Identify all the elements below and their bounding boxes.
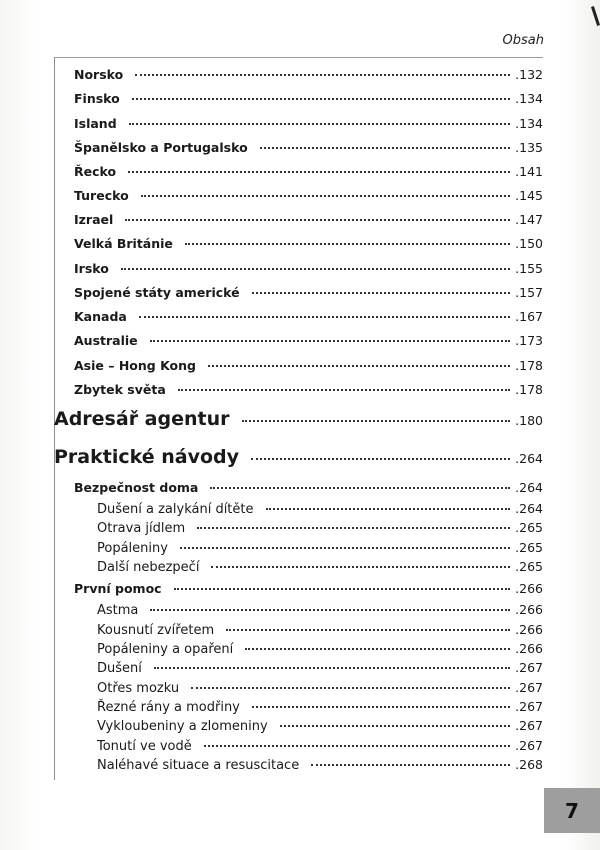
toc-entry-page: .173 — [515, 333, 543, 349]
toc-subitem-page: .266 — [515, 640, 543, 656]
toc-section-page: .180 — [515, 413, 543, 429]
toc-subitem-label: Vykloubeniny a zlomeniny — [97, 718, 268, 734]
toc-entry-page: .132 — [515, 67, 543, 83]
dot-leader — [150, 597, 510, 611]
toc-subitem-label: Tonutí ve vodě — [97, 738, 192, 754]
dot-leader — [135, 63, 510, 76]
toc-subitem-label: Astma — [97, 602, 139, 618]
toc-entry[interactable] — [74, 332, 543, 348]
toc-entry-page: .134 — [515, 91, 543, 107]
dot-leader — [208, 354, 510, 367]
dot-leader — [252, 281, 511, 294]
toc-entry-label: Řecko — [74, 164, 117, 180]
toc-subitem-page: .267 — [515, 659, 543, 675]
toc-entry-page: .150 — [515, 236, 543, 252]
toc-entry-page: .178 — [515, 382, 543, 398]
toc-entry-page: .178 — [515, 358, 543, 374]
dot-leader — [245, 636, 510, 650]
toc-entry-page: .167 — [515, 309, 543, 325]
toc-subitem-page: .264 — [515, 500, 543, 516]
toc-section-label: Praktické návody — [54, 446, 240, 469]
toc-subitem-page: .268 — [515, 756, 543, 772]
toc-entry-label: Irsko — [74, 261, 109, 277]
dot-leader — [204, 733, 510, 747]
toc-entry[interactable] — [74, 66, 543, 82]
toc-subitem-page: .267 — [515, 717, 543, 733]
running-header-title: Obsah — [502, 33, 544, 48]
toc-entry-label: Asie – Hong Kong — [74, 358, 196, 374]
toc-entry-page: .141 — [515, 164, 543, 180]
toc-subsection-page: .264 — [515, 480, 543, 496]
toc-entry[interactable] — [74, 260, 543, 276]
toc-entry-label: Spojené státy americké — [74, 285, 240, 301]
toc-subitem-label: Otrava jídlem — [97, 520, 186, 536]
toc-subitem-label: Naléhavé situace a resuscitace — [97, 757, 300, 773]
toc-subitem-page: .267 — [515, 698, 543, 714]
toc-entry[interactable] — [74, 308, 543, 324]
dot-leader — [191, 675, 510, 689]
page-number-badge: 7 — [544, 788, 600, 833]
dot-leader — [226, 617, 510, 631]
dot-leader — [260, 136, 511, 149]
toc-entry-label: Australie — [74, 333, 138, 349]
toc-entry-label: Izrael — [74, 212, 114, 228]
toc-entry-page: .147 — [515, 212, 543, 228]
toc-subitem-label: Kousnutí zvířetem — [97, 622, 215, 638]
toc-entry[interactable] — [74, 163, 543, 179]
toc-entry[interactable] — [74, 211, 543, 227]
toc-subitem[interactable] — [97, 716, 543, 734]
toc-subitem-label: Dušení a zalykání dítěte — [97, 501, 254, 517]
dot-leader — [311, 752, 510, 766]
toc-subitem[interactable] — [97, 557, 543, 575]
toc-subitem-page: .267 — [515, 679, 543, 695]
dot-leader — [211, 554, 510, 568]
toc-section[interactable] — [54, 444, 543, 468]
dot-leader — [139, 305, 510, 318]
toc-entry-label: Kanada — [74, 309, 127, 325]
toc-section-label: Adresář agentur — [54, 408, 230, 431]
dot-leader — [150, 329, 511, 342]
toc-entry-label: Island — [74, 116, 117, 132]
toc-entry-page: .135 — [515, 140, 543, 156]
toc-entry-label: Finsko — [74, 91, 120, 107]
toc-entry[interactable] — [74, 284, 543, 300]
dot-leader — [141, 184, 510, 197]
dot-leader — [197, 515, 510, 529]
toc-section-page: .264 — [515, 451, 543, 467]
dot-leader — [132, 87, 510, 100]
dot-leader — [280, 713, 510, 727]
dot-leader — [210, 476, 510, 489]
dot-leader — [154, 655, 510, 669]
toc-subitem-label: Řezné rány a modřiny — [97, 699, 240, 715]
dot-leader — [128, 160, 510, 173]
dot-leader — [242, 403, 511, 422]
toc-entry[interactable] — [74, 187, 543, 203]
dot-leader — [125, 208, 510, 221]
dot-leader — [121, 257, 510, 270]
toc-subitem[interactable] — [97, 600, 543, 618]
dot-leader — [174, 577, 511, 590]
dot-leader — [251, 441, 510, 460]
toc-entry[interactable] — [74, 235, 543, 251]
toc-subitem-label: Popáleniny a opaření — [97, 641, 234, 657]
toc-entry[interactable] — [74, 115, 543, 131]
dot-leader — [185, 232, 510, 245]
dot-leader — [178, 378, 510, 391]
toc-entry[interactable] — [74, 90, 543, 106]
dot-leader — [129, 112, 510, 125]
toc-subitem[interactable] — [97, 755, 543, 773]
toc-subitem-label: Popáleniny — [97, 540, 168, 556]
toc-entry-label: Turecko — [74, 188, 129, 204]
toc-subitem-page: .265 — [515, 519, 543, 535]
toc-entry-label: Španělsko a Portugalsko — [74, 140, 248, 156]
toc-entry-page: .145 — [515, 188, 543, 204]
toc-subitem-page: .267 — [515, 737, 543, 753]
toc-subitem-label: Další nebezpečí — [97, 559, 200, 575]
header-rule — [54, 57, 543, 58]
toc-entry-label: Norsko — [74, 67, 124, 83]
toc-subitem[interactable] — [97, 658, 543, 676]
toc-subitem[interactable] — [97, 518, 543, 536]
toc-entry-label: Zbytek světa — [74, 382, 166, 398]
toc-subitem-page: .266 — [515, 601, 543, 617]
toc-subsection[interactable] — [74, 580, 543, 596]
dot-leader — [252, 694, 510, 708]
toc-section[interactable] — [54, 406, 543, 430]
dot-leader — [266, 496, 511, 510]
toc-entry-page: .155 — [515, 261, 543, 277]
toc-entry-page: .134 — [515, 116, 543, 132]
toc-subitem-label: Otřes mozku — [97, 680, 180, 696]
toc-subsection-label: První pomoc — [74, 581, 162, 597]
toc-subitem-label: Dušení — [97, 660, 142, 676]
toc-subitem-page: .266 — [515, 621, 543, 637]
toc-entry[interactable] — [74, 357, 543, 373]
toc-entry-label: Velká Británie — [74, 236, 173, 252]
toc-subitem-page: .265 — [515, 558, 543, 574]
toc-subitem-page: .265 — [515, 539, 543, 555]
toc-subsection-label: Bezpečnost doma — [74, 480, 199, 496]
toc-entry-page: .157 — [515, 285, 543, 301]
toc-subsection-page: .266 — [515, 581, 543, 597]
dot-leader — [180, 535, 510, 549]
toc-entry[interactable] — [74, 139, 543, 155]
page-corner-mark — [591, 6, 600, 26]
toc-subsection[interactable] — [74, 479, 543, 495]
toc-entry[interactable] — [74, 381, 543, 397]
